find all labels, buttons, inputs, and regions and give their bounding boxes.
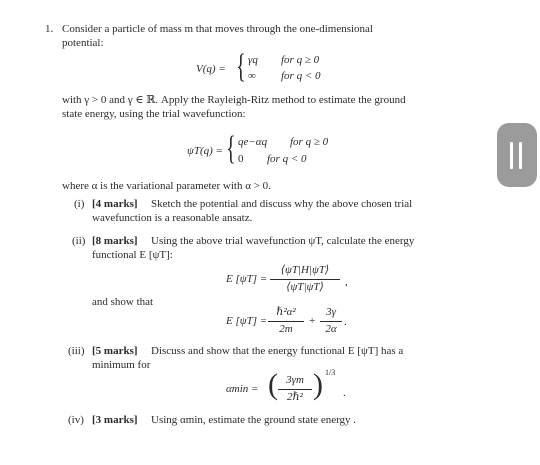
intro-line-1: Consider a particle of mass m that moves through the one-dimensional bbox=[62, 23, 373, 35]
fraction-numerator: ℏ²α² bbox=[268, 306, 304, 322]
part-text-line-2: wavefunction is a reasonable ansatz. bbox=[92, 212, 253, 224]
part-label: (iii) bbox=[68, 345, 85, 357]
energy-functional-fraction bbox=[270, 264, 340, 295]
show-that-text: and show that bbox=[92, 296, 154, 308]
potential-case1-cond: for q ≥ 0 bbox=[281, 54, 320, 66]
marks-badge: [5 marks] bbox=[92, 345, 138, 357]
marks-badge: [8 marks] bbox=[92, 235, 138, 247]
kinetic-term-fraction bbox=[268, 306, 304, 337]
part-text-line-1: Sketch the potential and discuss why the above chosen trial bbox=[151, 198, 413, 210]
with-line-1: with γ > 0 and γ ∈ ℝ. Apply the Rayleigh-Ritz method to estimate the ground bbox=[62, 94, 406, 106]
fraction-numerator: 3γm bbox=[278, 374, 312, 390]
trial-case1-cond: for q ≥ 0 bbox=[290, 136, 329, 148]
left-brace: { bbox=[226, 130, 236, 167]
left-brace: { bbox=[236, 48, 246, 85]
equation-punctuation: . bbox=[344, 316, 347, 328]
trial-lhs: ψT(q) = bbox=[187, 145, 223, 157]
fraction-denominator: 2m bbox=[279, 322, 293, 335]
part-text: Using αmin, estimate the ground state energy . bbox=[151, 414, 357, 426]
handle-bar bbox=[510, 142, 513, 169]
potential-lhs: V(q) = bbox=[196, 63, 226, 75]
trial-case2-expr: 0 bbox=[238, 153, 244, 165]
marks-badge: [3 marks] bbox=[92, 414, 138, 426]
part-label: (i) bbox=[74, 198, 85, 210]
equation-punctuation: , bbox=[345, 276, 348, 288]
energy-result-lhs: E [ψT] = bbox=[226, 315, 268, 327]
part-label: (ii) bbox=[72, 235, 86, 247]
fraction-denominator: ⟨ψT|ψT⟩ bbox=[286, 280, 324, 293]
left-paren: ( bbox=[268, 368, 278, 401]
part-text-line-2: functional E [ψT]: bbox=[92, 249, 173, 261]
right-paren: ) bbox=[313, 368, 323, 401]
alpha-min-lhs: αmin = bbox=[226, 383, 259, 395]
intro-line-2: potential: bbox=[62, 37, 104, 49]
where-line: where α is the variational parameter with α > 0. bbox=[62, 180, 271, 192]
energy-functional-lhs: E [ψT] = bbox=[226, 273, 268, 285]
potential-case1-expr: γq bbox=[248, 54, 258, 66]
potential-term-fraction bbox=[320, 306, 342, 337]
fraction-denominator: 2α bbox=[325, 322, 337, 335]
exponent: 1/3 bbox=[325, 368, 336, 377]
part-text-line-2: minimum for bbox=[92, 359, 151, 371]
fraction-numerator: ⟨ψT|H|ψT⟩ bbox=[270, 264, 340, 280]
handle-bar bbox=[519, 142, 522, 169]
marks-badge: [4 marks] bbox=[92, 198, 138, 210]
part-text-line-1: Using the above trial wavefunction ψT, calculate the energy bbox=[151, 235, 415, 247]
alpha-min-fraction bbox=[278, 374, 312, 405]
problem-number: 1. bbox=[45, 23, 54, 35]
potential-case2-expr: ∞ bbox=[248, 70, 256, 82]
potential-case2-cond: for q < 0 bbox=[281, 70, 321, 82]
equation-punctuation: . bbox=[343, 387, 346, 399]
fraction-denominator: 2ℏ² bbox=[287, 390, 303, 403]
trial-case2-cond: for q < 0 bbox=[267, 153, 307, 165]
part-label: (iv) bbox=[68, 414, 84, 426]
trial-case1-expr: qe−αq bbox=[238, 136, 268, 148]
with-line-2: state energy, using the trial wavefunction: bbox=[62, 108, 246, 120]
plus-sign: + bbox=[309, 315, 316, 327]
drag-handle-icon[interactable] bbox=[497, 123, 537, 187]
fraction-numerator: 3γ bbox=[320, 306, 342, 322]
part-text-line-1: Discuss and show that the energy functional E [ψT] has a bbox=[151, 345, 404, 357]
